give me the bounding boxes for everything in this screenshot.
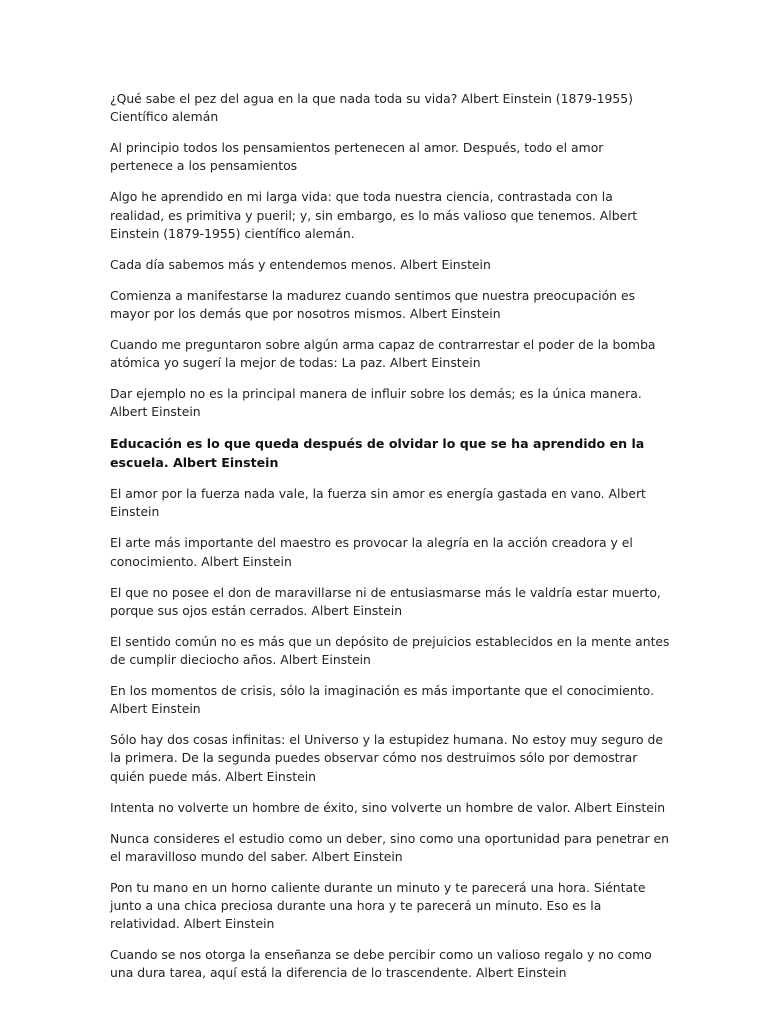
quote-paragraph: Comienza a manifestarse la madurez cuando sentimos que nuestra preocupación es mayor por los demás que por nosotros mismos. Albert Einstein bbox=[110, 287, 636, 322]
quote-paragraph: Al principio todos los pensamientos pertenecen al amor. Después, todo el amor pertenece a los pensamientos bbox=[110, 140, 604, 174]
quote-paragraph: Intenta no volverte un hombre de éxito, sino volverte un hombre de valor. Albert Einstein bbox=[110, 799, 666, 815]
quote-paragraph: Algo he aprendido en mi larga vida: que toda nuestra ciencia, contrastada con la realidad, es primitiva y pueril; y, sin embargo, es lo más valioso que tenemos. Albert Einstein (1879-1955) científico alemán. bbox=[110, 189, 638, 241]
quote-paragraph: El arte más importante del maestro es provocar la alegría en la acción creadora y el conocimiento. Albert Einstein bbox=[110, 535, 633, 569]
quote-paragraph: El amor por la fuerza nada vale, la fuerza sin amor es energía gastada en vano. Albert Einstein bbox=[110, 486, 646, 520]
quote-paragraph: Pon tu mano en un horno caliente durante un minuto y te parecerá una hora. Siéntate junto a una chica preciosa durante una hora y te parecerá un minuto. Eso es la relatividad. Albert Einstein bbox=[110, 879, 646, 932]
quote-paragraph: Cuando me preguntaron sobre algún arma capaz de contrarrestar el poder de la bomba atómica yo sugerí la mejor de todas: La paz. Albert Einstein bbox=[110, 337, 656, 371]
quote-paragraph: En los momentos de crisis, sólo la imaginación es más importante que el conocimiento. Albert Einstein bbox=[110, 683, 654, 717]
quote-paragraph: Cada día sabemos más y entendemos menos. Albert Einstein bbox=[110, 256, 491, 272]
quote-paragraph: Dar ejemplo no es la principal manera de influir sobre los demás; es la única manera. Albert Einstein bbox=[110, 386, 642, 420]
quote-paragraph: El que no posee el don de maravillarse ni de entusiasmarse más le valdría estar muerto, porque sus ojos están cerrados. Albert Einstein bbox=[110, 584, 661, 618]
document-page bbox=[110, 90, 670, 995]
quote-paragraph: ¿Qué sabe el pez del agua en la que nada toda su vida? Albert Einstein (1879-1955) Científico alemán bbox=[110, 91, 634, 125]
quote-paragraph: Nunca consideres el estudio como un deber, sino como una oportunidad para penetrar en el maravilloso mundo del saber. Albert Einstein bbox=[110, 830, 669, 864]
quote-paragraph: Cuando se nos otorga la enseñanza se debe percibir como un valioso regalo y no como una dura tarea, aquí está la diferencia de lo trascendente. Albert Einstein bbox=[110, 947, 652, 981]
quote-paragraph: Sólo hay dos cosas infinitas: el Universo y la estupidez humana. No estoy muy seguro de la primera. De la segunda puedes observar cómo nos destruimos sólo por demostrar quién puede más. Albert Einstein bbox=[110, 732, 663, 784]
quote-paragraph: El sentido común no es más que un depósito de prejuicios establecidos en la mente antes de cumplir dieciocho años. Albert Einstein bbox=[110, 633, 670, 668]
highlighted-quote-paragraph: Educación es lo que queda después de olvidar lo que se ha aprendido en la escuela. Albert Einstein bbox=[110, 436, 645, 471]
